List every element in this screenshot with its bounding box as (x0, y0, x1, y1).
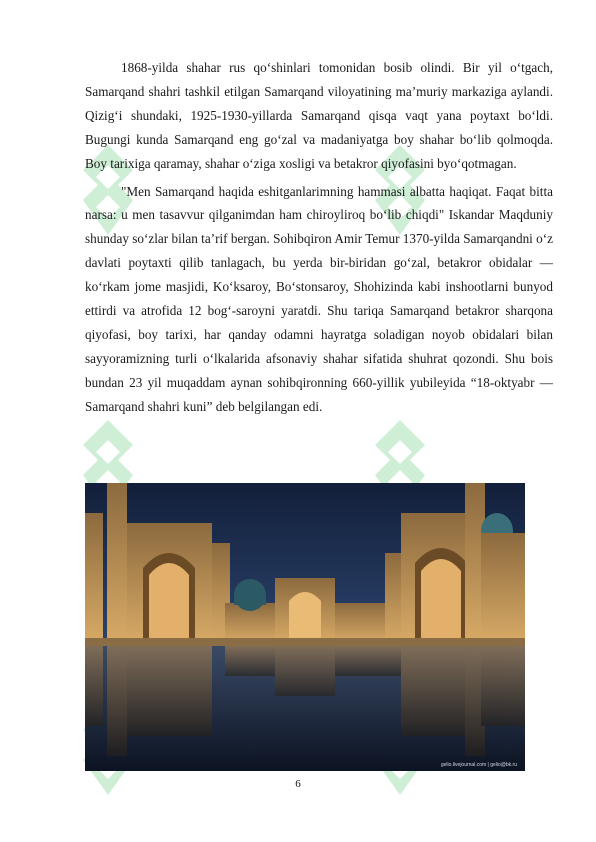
photo-credit: gelio.livejournal.com | gelio@bk.ru (440, 762, 517, 768)
body-text (85, 56, 553, 423)
paragraph: 1868-yilda shahar rus qo‘shinlari tomonidan bosib olindi. Bir yil o‘tgach, Samarqand shahri tashkil etilgan Samarqand viloyatining ma’muriy markaziga aylandi. Qizig‘i shundaki, 1925-1930-yillarda Samarqand qisqa vaqt yana poytaxt bo‘ldi. Bugungi kunda Samarqand eng go‘zal va madaniyatga boy shahar bo‘lib qolmoqda. Boy tarixiga qaramay, shahar o‘ziga xosligi va betakror qiyofasini byo‘qotmagan. (85, 60, 553, 171)
page-number: 6 (295, 778, 301, 790)
registan-photo (85, 483, 525, 771)
paragraph: "Men Samarqand haqida eshitganlarimning hammasi albatta haqiqat. Faqat bitta narsa: u men tasavvur qilganimdan ham chiroyliroq bo‘lib chiqdi" Iskandar Maqduniy shunday so‘zlar bilan ta’rif bergan. Sohibqiron Amir Temur 1370-yilda Samarqandni o‘z davlati poytaxti qilib tanlagach, bu yerda bir-biridan go‘zal, betakror obidalar — ko‘rkam jome masjidi, Ko‘ksaroy, Bo‘stonsaroy, Shohizinda kabi inshootlarni bunyod ettirdi va atrofida 12 bog‘-saroyni yaratdi. Shu tariqa Samarqand betakror sharqona qiyofasi, boy tarixi, har qanday odamni hayratga soladigan noyob obidalari bilan sayyoramizning turli o‘lkalarida afsonaviy shahar sifatida shuhrat qozondi. Shu bois bundan 23 yil muqaddam aynan sohibqironning 660-yillik yubileyida “18-oktyabr — Samarqand shahri kuni” deb belgilangan edi. (85, 183, 553, 414)
